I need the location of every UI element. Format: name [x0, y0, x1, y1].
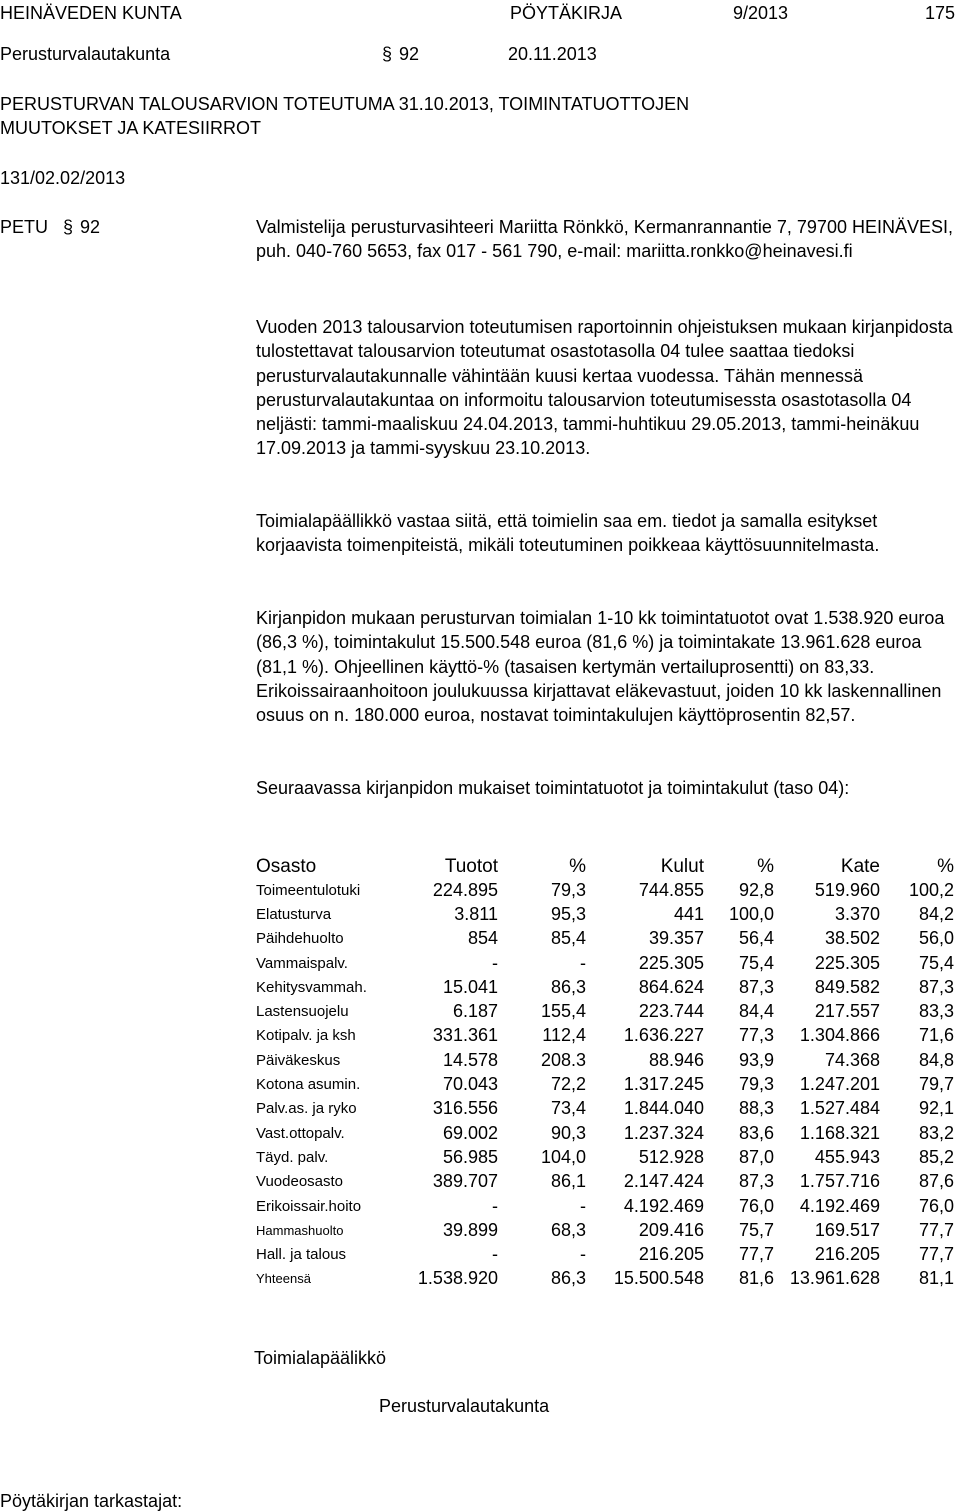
- title-line-2: MUUTOKSET JA KATESIIRROT: [0, 118, 262, 138]
- cell-tuotot: 316.556: [432, 1098, 498, 1119]
- cell-kate: 3.370: [834, 903, 880, 924]
- table-row: [256, 1121, 954, 1145]
- table-row: [256, 1024, 954, 1048]
- header-kulut-pct: %: [757, 856, 774, 877]
- table-row: [256, 1048, 954, 1072]
- table-row: [256, 951, 954, 975]
- cell-tuotot-pct: 72,2: [550, 1074, 586, 1095]
- cell-kulut-pct: 83,6: [738, 1122, 774, 1143]
- cell-kulut-pct: 100,0: [728, 903, 774, 924]
- table-row: [256, 902, 954, 926]
- cell-tuotot-pct: 208.3: [540, 1049, 586, 1070]
- cell-osasto: Elatusturva: [256, 905, 332, 923]
- cell-tuotot-pct: 73,4: [550, 1098, 586, 1119]
- signature-title: Toimialapäälikkö: [254, 1348, 387, 1368]
- cell-kulut: 512.928: [638, 1146, 704, 1167]
- signature-board: Perusturvalautakunta: [379, 1396, 550, 1416]
- cell-kate: 1.757.716: [799, 1171, 880, 1192]
- cell-kulut: 2.147.424: [623, 1171, 704, 1192]
- cell-kate-pct: 77,7: [918, 1244, 954, 1265]
- cell-osasto: Kotona asumin.: [256, 1076, 361, 1094]
- cell-kate-pct: 87,3: [918, 976, 954, 997]
- cell-kate-pct: 83,2: [918, 1122, 954, 1143]
- cell-osasto: Päihdehuolto: [256, 930, 344, 948]
- cell-tuotot: 854: [467, 928, 498, 949]
- cell-kulut-pct: 84,4: [738, 1001, 774, 1022]
- cell-kulut-pct: 79,3: [738, 1074, 774, 1095]
- page-number: 175: [925, 3, 956, 23]
- cell-kulut: 15.500.548: [613, 1268, 704, 1289]
- cell-kate: 169.517: [814, 1219, 880, 1240]
- cell-kulut-pct: 76,0: [738, 1195, 774, 1216]
- meeting-date: 20.11.2013: [508, 44, 597, 64]
- paragraph-2-text: Toimialapäällikkö vastaa siitä, että toimielin saa em. tiedot ja samalla esitykset korjaavista toimenpiteistä, mikäli toteutuminen poikkeaa käyttösuunnitelmasta.: [256, 511, 880, 556]
- cell-kate: 216.205: [814, 1244, 880, 1265]
- cell-kate: 1.168.321: [799, 1122, 880, 1143]
- cell-osasto: Vuodeosasto: [256, 1173, 344, 1191]
- table-row: [256, 999, 954, 1023]
- cell-kulut: 1.317.245: [623, 1074, 704, 1095]
- cell-kulut-pct: 87,3: [738, 976, 774, 997]
- cell-kulut: 1.237.324: [623, 1122, 704, 1143]
- preparer-text: Valmistelija perusturvasihteeri Mariitta Rönkkö, Kermanrannantie 7, 79700 HEINÄVESI, puh. 040-760 5653, fax 017 - 561 790, e-mail: mariitta.ronkko@heinavesi.fi: [256, 217, 953, 262]
- cell-kate-pct: 83,3: [918, 1001, 954, 1022]
- cell-kulut: 864.624: [638, 976, 704, 997]
- cell-kate: 519.960: [814, 879, 880, 900]
- cell-tuotot-pct: 104,0: [540, 1146, 586, 1167]
- cell-kulut: 1.844.040: [623, 1098, 704, 1119]
- table-row: [256, 1242, 954, 1266]
- cell-kulut: 441: [673, 903, 704, 924]
- cell-tuotot-pct: 112,4: [542, 1025, 586, 1046]
- cell-kulut: 223.744: [638, 1001, 704, 1022]
- cell-kate: 455.943: [814, 1146, 880, 1167]
- cell-tuotot-pct: 85,4: [550, 928, 586, 949]
- cell-kulut-pct: 92,8: [738, 879, 774, 900]
- section-number: 92: [399, 44, 420, 64]
- cell-osasto: Hall. ja talous: [256, 1246, 347, 1264]
- cell-kulut-pct: 87,0: [738, 1146, 774, 1167]
- cell-kate-pct: 87,6: [918, 1171, 954, 1192]
- cell-tuotot-pct: 155,4: [540, 1001, 586, 1022]
- paragraph-2: [256, 509, 956, 558]
- cell-kate-pct: 84,8: [918, 1049, 954, 1070]
- doc-number: 9/2013: [733, 3, 789, 23]
- paragraph-4-text: Seuraavassa kirjanpidon mukaiset toimintatuotot ja toimintakulut (taso 04):: [256, 778, 850, 798]
- cell-osasto: Kotipalv. ja ksh: [256, 1027, 356, 1045]
- cell-kulut: 744.855: [638, 879, 704, 900]
- cell-tuotot: 1.538.920: [417, 1268, 498, 1289]
- cell-tuotot: 70.043: [442, 1074, 498, 1095]
- cell-kulut-pct: 75,7: [738, 1219, 774, 1240]
- cell-tuotot-pct: 79,3: [550, 879, 586, 900]
- cell-kulut-pct: 87,3: [738, 1171, 774, 1192]
- cell-tuotot-pct: -: [580, 1195, 586, 1216]
- cell-osasto: Erikoissair.hoito: [256, 1197, 362, 1215]
- cell-kulut: 209.416: [638, 1219, 704, 1240]
- cell-kulut: 1.636.227: [623, 1025, 704, 1046]
- cell-osasto: Päiväkeskus: [256, 1051, 341, 1069]
- cell-tuotot-pct: 68,3: [550, 1219, 586, 1240]
- cell-tuotot-pct: 90,3: [550, 1122, 586, 1143]
- cell-osasto: Toimeentulotuki: [256, 881, 361, 899]
- cell-kulut: 88.946: [648, 1049, 704, 1070]
- header-osasto: Osasto: [256, 856, 317, 877]
- table-header-row: [256, 852, 954, 878]
- cell-tuotot: -: [492, 952, 498, 973]
- cell-kulut: 4.192.469: [623, 1195, 704, 1216]
- petu-label: PETU: [0, 217, 49, 237]
- reference-number: 131/02.02/2013: [0, 168, 126, 188]
- table-row: [256, 1267, 954, 1291]
- cell-kulut-pct: 77,3: [738, 1025, 774, 1046]
- cell-kulut-pct: 56,4: [738, 928, 774, 949]
- cell-tuotot-pct: 86,3: [550, 1268, 586, 1289]
- cell-tuotot: 39.899: [442, 1219, 498, 1240]
- cell-tuotot-pct: -: [580, 1244, 586, 1265]
- petu-number: 92: [80, 217, 101, 237]
- cell-tuotot: 15.041: [442, 976, 498, 997]
- cell-tuotot: 14.578: [442, 1049, 498, 1070]
- cell-tuotot-pct: 86,1: [550, 1171, 586, 1192]
- doc-type: PÖYTÄKIRJA: [510, 3, 623, 23]
- cell-tuotot: 69.002: [442, 1122, 498, 1143]
- cell-kate-pct: 81,1: [918, 1268, 954, 1289]
- paragraph-1-text: Vuoden 2013 talousarvion toteutumisen raportoinnin ohjeistuksen mukaan kirjanpidosta tulostettavat talousarvion toteutumat osastotasolla 04 tulee saattaa tiedoksi perusturvalautakunnalle vähintään kuusi kertaa vuodessa. Tähän mennessä perusturvalautakuntaa on informoitu talousarvion toteutumisessta osastotasolla 04 neljästi: tammi-maaliskuu 24.04.2013, tammi-huhtikuu 29.05.2013, tammi-heinäkuu 17.09.2013 ja tammi-syyskuu 23.10.2013.: [256, 317, 953, 459]
- table-row: [256, 1170, 954, 1194]
- cell-tuotot: -: [492, 1195, 498, 1216]
- table-row: [256, 878, 954, 902]
- footer-checkers: Pöytäkirjan tarkastajat:: [0, 1491, 183, 1511]
- org-name: HEINÄVEDEN KUNTA: [0, 3, 182, 23]
- cell-kate-pct: 100,2: [908, 879, 954, 900]
- cell-kate: 74.368: [824, 1049, 880, 1070]
- cell-kate: 225.305: [814, 952, 880, 973]
- table-row: [256, 1194, 954, 1218]
- cell-kulut-pct: 81,6: [738, 1268, 774, 1289]
- cell-osasto: Kehitysvammah.: [256, 978, 367, 996]
- paragraph-3-text: Kirjanpidon mukaan perusturvan toimialan 1-10 kk toimintatuotot ovat 1.538.920 euroa (86,3 %), toimintakulut 15.500.548 euroa (81,6 %) ja toimintakate 13.961.628 euroa (81,1 %). Ohjeellinen käyttö-% (tasaisen kertymän vertailuprosentti) on 83,33. Erikoissairaanhoitoon joulukuussa kirjattavat eläkevastuut, joiden 10 kk laskennallinen osuus on n. 180.000 euroa, nostavat toimintakulujen käyttöprosentin 82,57.: [256, 608, 945, 726]
- cell-kate-pct: 76,0: [918, 1195, 954, 1216]
- cell-tuotot-pct: 86,3: [550, 976, 586, 997]
- cell-osasto: Vammaispalv.: [256, 954, 348, 972]
- cell-kulut-pct: 88,3: [738, 1098, 774, 1119]
- cell-kate: 1.527.484: [799, 1098, 880, 1119]
- table-row: [256, 1218, 954, 1242]
- cell-kulut: 225.305: [638, 952, 704, 973]
- cell-osasto: Vast.ottopalv.: [256, 1124, 345, 1142]
- board-name: Perusturvalautakunta: [0, 44, 171, 64]
- cell-osasto: Täyd. palv.: [256, 1148, 329, 1166]
- petu-section-symbol: §: [63, 217, 74, 237]
- header-kulut: Kulut: [660, 856, 704, 877]
- cell-kulut: 216.205: [638, 1244, 704, 1265]
- cell-tuotot: 331.361: [432, 1025, 498, 1046]
- cell-kate-pct: 77,7: [918, 1219, 954, 1240]
- cell-kate-pct: 85,2: [918, 1146, 954, 1167]
- cell-kate: 38.502: [824, 928, 880, 949]
- header-kate: Kate: [840, 856, 880, 877]
- cell-tuotot: 6.187: [452, 1001, 498, 1022]
- preparer-info: [256, 215, 956, 264]
- cell-osasto: Lastensuojelu: [256, 1003, 349, 1021]
- cell-osasto: Hammashuolto: [256, 1222, 344, 1238]
- table-row: [256, 1097, 954, 1121]
- cell-tuotot: 224.895: [432, 879, 498, 900]
- cell-tuotot-pct: 95,3: [550, 903, 586, 924]
- cell-kate-pct: 84,2: [918, 903, 954, 924]
- table-row: [256, 1072, 954, 1096]
- cell-kate: 849.582: [814, 976, 880, 997]
- cell-kate-pct: 56,0: [918, 928, 954, 949]
- cell-kulut-pct: 77,7: [738, 1244, 774, 1265]
- cell-kulut: 39.357: [648, 928, 704, 949]
- header-kate-pct: %: [937, 856, 954, 877]
- title-line-1: PERUSTURVAN TALOUSARVION TOTEUTUMA 31.10.2013, TOIMINTATUOTTOJEN: [0, 94, 690, 114]
- cell-tuotot-pct: -: [580, 952, 586, 973]
- table-row: [256, 975, 954, 999]
- table-row: [256, 1145, 954, 1169]
- cell-kate: 13.961.628: [789, 1268, 880, 1289]
- header-tuotot: Tuotot: [444, 856, 498, 877]
- cell-kate: 4.192.469: [799, 1195, 880, 1216]
- cell-kate-pct: 92,1: [918, 1098, 954, 1119]
- cell-kate-pct: 75,4: [918, 952, 954, 973]
- financial-table: [256, 852, 954, 1291]
- cell-kulut-pct: 93,9: [738, 1049, 774, 1070]
- cell-kate: 217.557: [814, 1001, 880, 1022]
- paragraph-4: [256, 776, 956, 800]
- cell-kate: 1.304.866: [799, 1025, 880, 1046]
- paragraph-1: [256, 315, 956, 461]
- cell-kate-pct: 71,6: [918, 1025, 954, 1046]
- cell-osasto: Palv.as. ja ryko: [256, 1100, 357, 1118]
- cell-osasto: Yhteensä: [256, 1271, 311, 1287]
- cell-tuotot: 389.707: [432, 1171, 498, 1192]
- header-tuotot-pct: %: [569, 856, 586, 877]
- section-symbol: §: [382, 44, 393, 64]
- cell-tuotot: 3.811: [454, 903, 498, 924]
- cell-kulut-pct: 75,4: [738, 952, 774, 973]
- table-row: [256, 927, 954, 951]
- cell-kate: 1.247.201: [799, 1074, 880, 1095]
- cell-tuotot: -: [492, 1244, 498, 1265]
- paragraph-3: [256, 606, 956, 727]
- cell-tuotot: 56.985: [442, 1146, 498, 1167]
- cell-kate-pct: 79,7: [918, 1074, 954, 1095]
